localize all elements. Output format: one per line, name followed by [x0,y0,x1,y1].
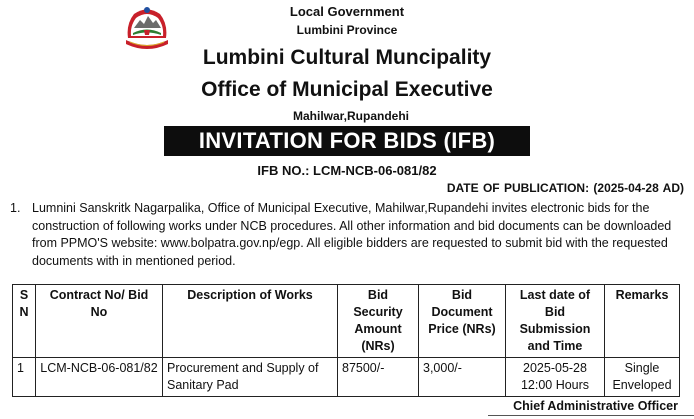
ifb-number: IFB NO.: LCM-NCB-06-081/82 [257,163,437,178]
province-heading: Lumbini Province [296,23,398,37]
cell-remarks: Single Enveloped [605,358,680,397]
cell-time-value: 12:00 Hours [520,378,590,392]
signature-divider [488,415,694,416]
address: Mahilwar,Rupandehi [292,109,409,123]
header-contract: Contract No/ Bid No [36,285,163,358]
cell-contract: LCM-NCB-06-081/82 [36,358,163,397]
header-sn: S N [13,285,36,358]
cell-price: 3,000/- [419,358,506,397]
bids-table [12,284,680,397]
table-header-row [13,285,680,358]
cell-description: Procurement and Supply of Sanitary Pad [163,358,338,397]
invitation-paragraph [10,200,680,270]
ifb-banner: INVITATION FOR BIDS (IFB) [164,126,530,156]
cell-sn: 1 [13,358,36,397]
cell-date [506,358,605,397]
office-title: Office of Municipal Executive [201,78,493,101]
table-row [13,358,680,397]
header-date: Last date of Bid Submission and Time [506,285,605,358]
cell-security: 87500/- [338,358,419,397]
header-description: Description of Works [163,285,338,358]
paragraph-number: 1. [10,201,21,215]
publication-date: DATE OF PUBLICATION: (2025-04-28 AD) [446,181,684,195]
cell-date-value: 2025-05-28 [523,361,587,375]
signature: Chief Administrative Officer [513,399,678,413]
header-price: Bid Document Price (NRs) [419,285,506,358]
government-heading: Local Government [289,4,405,19]
header-remarks: Remarks [605,285,680,358]
municipality-title: Lumbini Cultural Muncipality [202,46,492,69]
header-security: Bid Security Amount (NRs) [338,285,419,358]
paragraph-text: Lumnini Sanskritk Nagarpalika, Office of Municipal Executive, Mahilwar,Rupandehi invites electronic bids for the construction of following works under NCB procedures. All other information and bid documents can be downloaded from PPMO'S website: www.bolpatra.gov.np/egp. All eligible bidders are requested to submit bid with the requested documents with in mentioned period. [32,201,672,268]
